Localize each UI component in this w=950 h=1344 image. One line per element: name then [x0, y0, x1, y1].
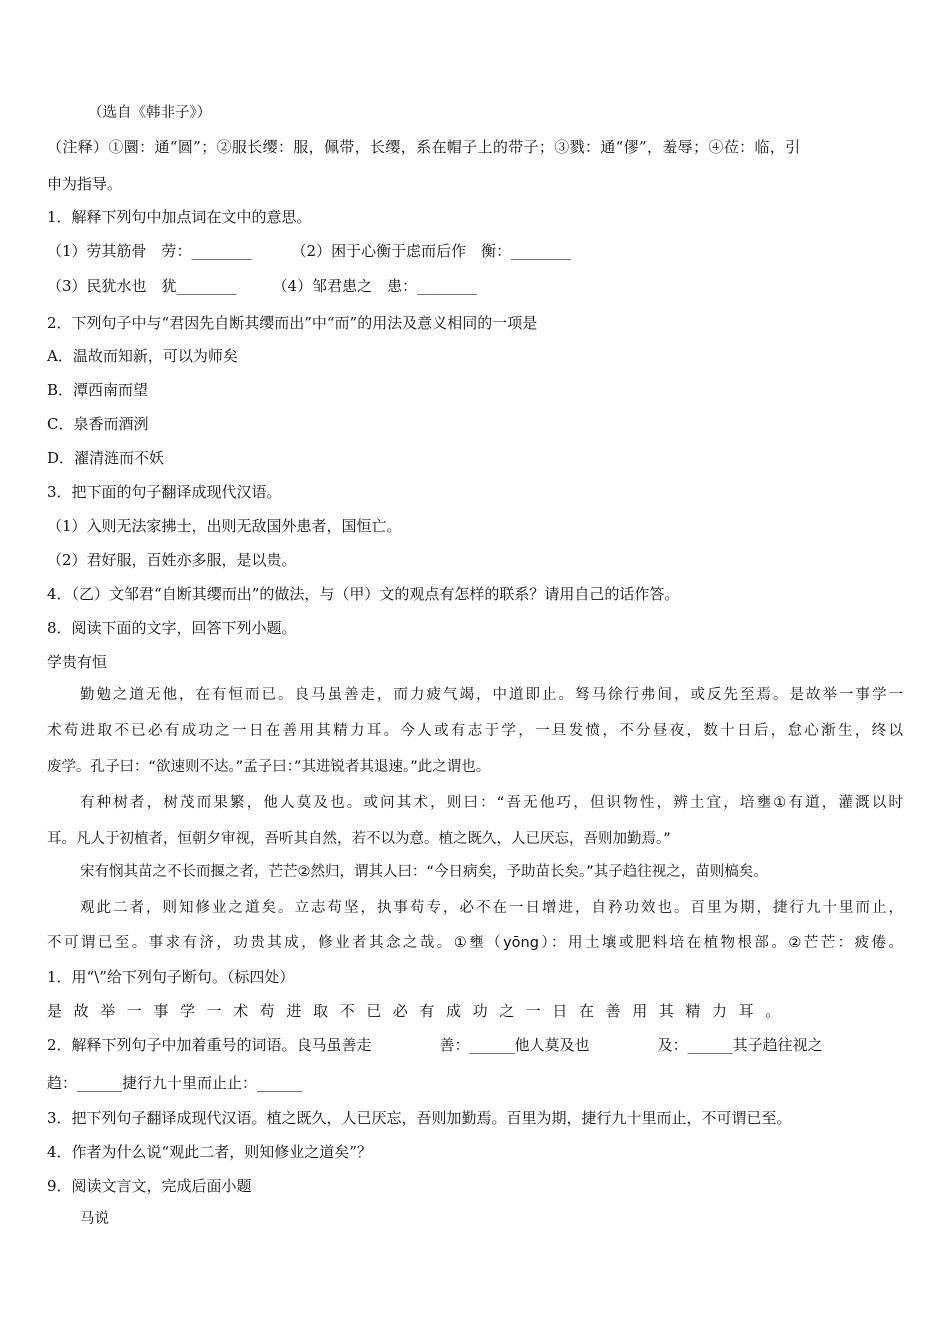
question-8-heading: 8．阅读下面的文字，回答下列小题。	[47, 619, 297, 637]
passage-line: 耳。凡人于初植者，恒朝夕审视，吾听其自然，若不以为意。植之既久，人已厌忘，吾则加勤焉。”	[47, 831, 671, 847]
passage-line: 勤勉之道无他，在有恒而已。良马虽善走，而力疲气竭，中道即止。驽马徐行弗间，或反先至焉。是故举一事学一	[80, 687, 903, 703]
question-8-2-a: 2．解释下列句子中加着重号的词语。良马虽善走	[47, 1036, 372, 1054]
option-c: C．泉香而酒洌	[47, 415, 149, 433]
notes-line: 申为指导。	[47, 175, 123, 193]
question-8-2-b: 善：______他人莫及也	[439, 1036, 590, 1054]
question-8-1: 1．用“\”给下列句子断句。（标四处）	[47, 968, 295, 986]
question-8-4: 4．作者为什么说“观此二者，则知修业之道矣”？	[47, 1143, 372, 1161]
question-7-1-c: （3）民犹水也 犹________	[47, 277, 237, 295]
passage-line: 废学。孔子曰：“欲速则不达。”孟子曰：”其进锐者其退速。”此之谓也。	[47, 759, 491, 775]
question-8-3: 3．把下列句子翻译成现代汉语。植之既久，人已厌忘，吾则加勤焉。百里为期，捷行九十里而止，不可谓已至。	[47, 1109, 792, 1127]
passage-title: 马说	[80, 1211, 109, 1227]
question-7-4: 4．（乙）文邹君“自断其缨而出”的做法，与（甲）文的观点有怎样的联系？请用自己的话作答。	[47, 585, 680, 603]
passage-line: 术苟进取不已必有成功之一日在善用其精力耳。今人或有志于学，一旦发愤，不分昼夜，数十日后，怠心渐生，终以	[47, 723, 903, 739]
passage-line: 宋有悯其苗之不长而揠之者，芒芒②然归，谓其人曰：“今日病矣，予助苗长矣。”其子趋往视之，苗则槁矣。	[80, 864, 768, 880]
question-7-3-b: （2）君好服，百姓亦多服，是以贵。	[47, 551, 297, 569]
question-7-1-row	[47, 276, 477, 296]
question-7-1-a: （1）劳其筋骨 劳：________	[47, 242, 252, 260]
question-7-1-row	[47, 241, 571, 261]
question-7-3-a: （1）入则无法家拂士，出则无敌国外患者，国恒亡。	[47, 517, 402, 535]
question-9-heading: 9．阅读文言文，完成后面小题	[47, 1177, 252, 1195]
question-7-1: 1．解释下列句中加点词在文中的意思。	[47, 208, 312, 226]
question-8-2-row	[47, 1073, 302, 1093]
question-8-1-text: 是故举一事学一术苟进取不已必有成功之一日在善用其精力耳。	[47, 1002, 792, 1020]
notes-line: （注释）①圜：通“圆”；②服长缨：服，佩带，长缨，系在帽子上的带子；③戮：通“僇”，羞辱；④莅：临，引	[47, 138, 801, 156]
question-7-2: 2．下列句子中与“君因先自断其缨而出”中“而”的用法及意义相同的一项是	[47, 314, 538, 332]
option-a: A．温故而知新，可以为师矣	[47, 347, 238, 365]
passage-title: 学贵有恒	[47, 653, 108, 671]
question-8-2-e: 止：______	[227, 1074, 303, 1092]
question-8-2-c: 及：______其子趋往视之	[657, 1036, 823, 1054]
passage-line: 观此二者，则知修业之道矣。立志苟坚，执事苟专，必不在一日增进，自矜功效也。百里为期，捷行九十里而止，	[80, 900, 903, 916]
question-7-3: 3．把下面的句子翻译成现代汉语。	[47, 483, 282, 501]
source-citation: （选自《韩非子》）	[88, 105, 212, 121]
passage-line: 不可谓已至。事求有济，功贵其成，修业者其念之哉。①壅（yōng）：用土壤或肥料培在植物根部。②芒芒：疲倦。	[47, 935, 903, 951]
question-8-2-row	[47, 1035, 823, 1055]
passage-line: 有种树者，树茂而果繁，他人莫及也。或问其术，则曰：“吾无他巧，但识物性，辨土宜，培壅①有道，灌溉以时	[80, 795, 903, 811]
question-7-1-d: （4）邹君患之 患：________	[272, 277, 478, 295]
option-b: B．潭西南而望	[47, 381, 149, 399]
question-7-1-b: （2）困于心衡于虑而后作 衡：________	[291, 242, 572, 260]
question-8-2-d: 趋：______捷行九十里而止	[47, 1074, 228, 1092]
option-d: D．濯清涟而不妖	[47, 449, 165, 467]
